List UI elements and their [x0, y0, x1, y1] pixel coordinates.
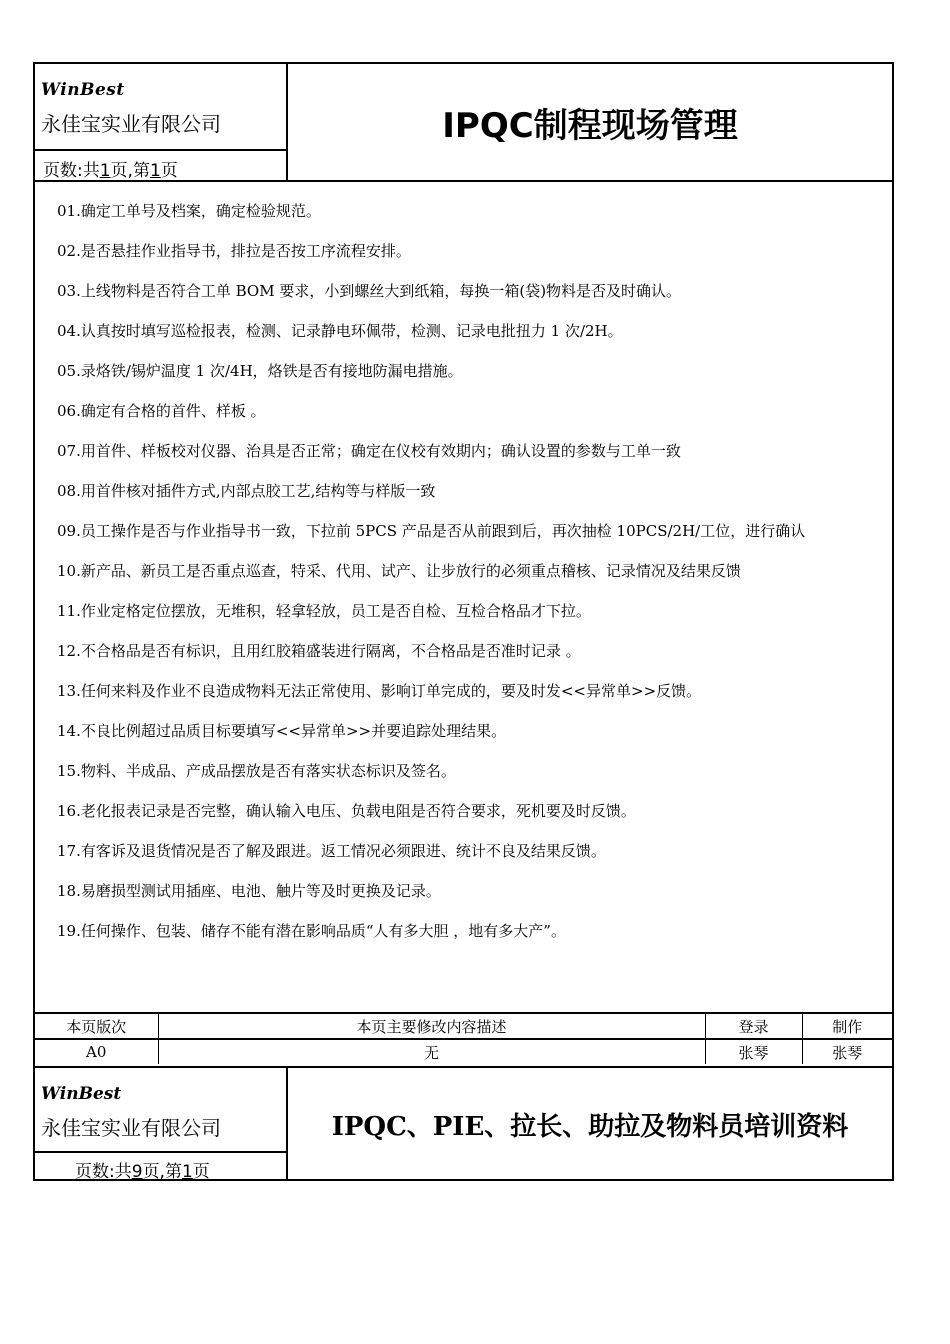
header-company-block [35, 64, 288, 180]
checklist-item: 01.确定工单号及档案，确定检验规范。 [57, 202, 321, 220]
revision-login: 张琴 [705, 1039, 802, 1064]
checklist-item: 14.不良比例超过品质目标要填写<<异常单>>并要追踪处理结果。 [57, 722, 507, 740]
revision-version: A0 [35, 1039, 158, 1064]
checklist-item: 15.物料、半成品、产成品摆放是否有落实状态标识及签名。 [57, 762, 456, 780]
document-header [35, 64, 892, 182]
footer-page-current: 1 [181, 1162, 193, 1182]
checklist-item: 11.作业定格定位摆放，无堆积，轻拿轻放，员工是否自检、互检合格品才下拉。 [57, 602, 591, 620]
checklist-item: 08.用首件核对插件方式,内部点胶工艺,结构等与样版一致 [57, 482, 436, 500]
footer-brand-logo: WinBest [41, 1084, 122, 1104]
revision-description: 无 [158, 1039, 705, 1064]
document-title: IPQC制程现场管理 [442, 105, 738, 146]
checklist-item: 05.录烙铁/锡炉温度 1 次/4H，烙铁是否有接地防漏电措施。 [57, 362, 463, 380]
footer-page-count-cell [35, 1151, 286, 1181]
checklist-item: 19.任何操作、包装、储存不能有潜在影响品质“人有多大胆 ，地有多大产”。 [57, 922, 566, 940]
checklist-item: 12.不合格品是否有标识，且用红胶箱盛装进行隔离，不合格品是否准时记录 。 [57, 642, 581, 660]
footer-title: IPQC、PIE、拉长、助拉及物料员培训资料 [331, 1112, 849, 1142]
footer-page-count: 页数:共9页,第1页 [75, 1162, 210, 1182]
brand-logo: WinBest [41, 80, 125, 100]
revision-header-maker: 制作 [802, 1013, 892, 1039]
revision-table [35, 1012, 892, 1066]
page-count-cell [35, 149, 286, 180]
document-frame [33, 62, 894, 1181]
page-total: 1 [99, 161, 111, 181]
checklist-item: 17.有客诉及退货情况是否了解及跟进。返工情况必须跟进、统计不良及结果反馈。 [57, 842, 606, 860]
document-footer [35, 1066, 892, 1181]
checklist-item: 07.用首件、样板校对仪器、治具是否正常；确定在仪校有效期内；确认设置的参数与工单一致 [57, 442, 681, 460]
checklist-item: 09.员工操作是否与作业指导书一致，下拉前 5PCS 产品是否从前跟到后，再次抽检 10PCS/2H/工位，进行确认 [57, 522, 806, 540]
revision-row [35, 1039, 892, 1064]
checklist-item: 02.是否悬挂作业指导书，排拉是否按工序流程安排。 [57, 242, 411, 260]
revision-header-login: 登录 [705, 1013, 802, 1039]
revision-maker: 张琴 [802, 1039, 892, 1064]
footer-company-block [35, 1068, 288, 1181]
checklist-item: 10.新产品、新员工是否重点巡查，特采、代用、试产、让步放行的必须重点稽核、记录情况及结果反馈 [57, 562, 741, 580]
checklist-item: 03.上线物料是否符合工单 BOM 要求，小到螺丝大到纸箱，每换一箱(袋)物料是否及时确认。 [57, 282, 682, 300]
checklist-item: 13.任何来料及作业不良造成物料无法正常使用、影响订单完成的，要及时发<<异常单>>反馈。 [57, 682, 702, 700]
checklist-item: 04.认真按时填写巡检报表，检测、记录静电环佩带，检测、记录电批扭力 1 次/2H。 [57, 322, 623, 340]
revision-header-description: 本页主要修改内容描述 [158, 1013, 705, 1039]
footer-company-name: 永佳宝实业有限公司 [41, 1116, 221, 1140]
company-name: 永佳宝实业有限公司 [41, 112, 221, 136]
page-current: 1 [149, 161, 161, 181]
checklist-item: 16.老化报表记录是否完整，确认输入电压、负载电阻是否符合要求，死机要及时反馈。 [57, 802, 636, 820]
checklist-item: 18.易磨损型测试用插座、电池、触片等及时更换及记录。 [57, 882, 441, 900]
checklist-item: 06.确定有合格的首件、样板 。 [57, 402, 266, 420]
revision-header-row [35, 1013, 892, 1039]
footer-page-total: 9 [131, 1162, 143, 1182]
revision-header-version: 本页版次 [35, 1013, 158, 1039]
page-count: 页数:共1页,第1页 [43, 161, 178, 181]
